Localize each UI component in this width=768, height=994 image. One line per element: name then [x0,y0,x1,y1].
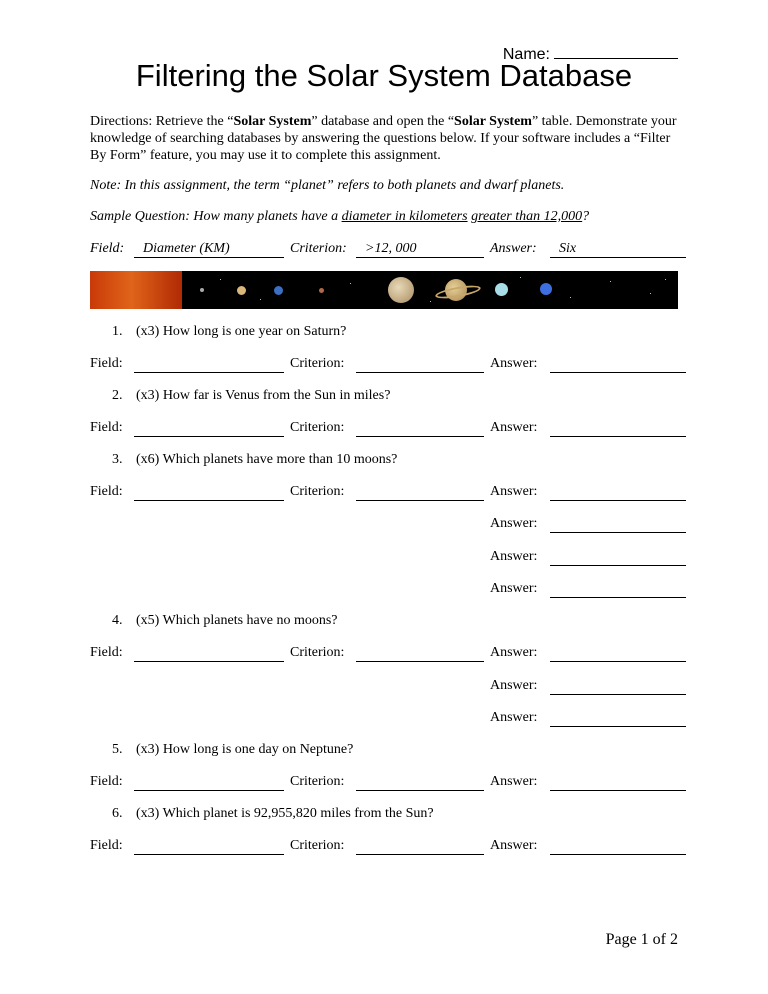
question-text: (x5) Which planets have no moons? [136,613,338,628]
question-1 [112,324,346,340]
answer-label: Answer: [490,710,538,725]
sample-suffix: ? [582,209,590,224]
answer-label: Answer: [490,549,538,564]
mercury-icon [200,288,204,292]
question-text: (x3) How long is one day on Neptune? [136,742,354,757]
name-blank-line[interactable] [554,44,678,59]
answer-label: Answer: [490,678,538,693]
field-label: Field: [90,420,123,435]
answer-input-line[interactable] [550,549,686,566]
criterion-label: Criterion: [290,356,345,371]
extra-answer-row [90,581,686,601]
field-label: Field: [90,356,123,371]
answer-row-q3 [90,484,686,504]
field-input-line[interactable] [134,484,284,501]
criterion-label: Criterion: [290,420,345,435]
answer-row-q6 [90,838,686,858]
answer-input-line[interactable] [550,710,686,727]
answer-input-line[interactable] [550,484,686,501]
extra-answer-row [90,549,686,569]
question-text: (x6) Which planets have more than 10 moons? [136,452,398,467]
directions-suffix: ” table. Demonstrate your knowledge of searching databases by answering the questions below. If your software includes a “Filter By Form” feature, you may use it to complete this assignment. [90,114,677,163]
question-number: 6. [112,806,123,821]
criterion-input-line[interactable] [356,356,484,373]
mars-icon [319,288,324,293]
note-text: Note: In this assignment, the term “planet” refers to both planets and dwarf planets. [90,178,565,193]
criterion-input-line[interactable] [356,838,484,855]
question-number: 4. [112,613,123,628]
answer-label: Answer: [490,516,538,531]
answer-label: Answer: [490,420,538,435]
question-3 [112,452,397,468]
sample-criterion-line [356,241,484,258]
answer-row-q4 [90,645,686,665]
sample-answer-row [90,241,686,261]
criterion-input-line[interactable] [356,420,484,437]
answer-input-line[interactable] [550,420,686,437]
solar-system-banner [90,271,678,309]
question-5 [112,742,353,758]
answer-input-line[interactable] [550,838,686,855]
criterion-label: Criterion: [290,838,345,853]
question-number: 2. [112,388,123,403]
answer-input-line[interactable] [550,645,686,662]
answer-input-line[interactable] [550,774,686,791]
criterion-label: Criterion: [290,645,345,660]
question-number: 1. [112,324,123,339]
sample-underlined-greater: greater than 12,000 [471,209,583,224]
field-label: Field: [90,838,123,853]
page-title: Filtering the Solar System Database [135,58,633,93]
sample-criterion-value: >12, 000 [365,241,417,256]
answer-label: Answer: [490,774,538,789]
criterion-input-line[interactable] [356,484,484,501]
sample-field-label: Field: [90,241,125,256]
question-text: (x3) How long is one year on Saturn? [136,324,347,339]
answer-label: Answer: [490,356,538,371]
answer-label: Answer: [490,838,538,853]
answer-label: Answer: [490,645,538,660]
answer-row-q1 [90,356,686,376]
field-input-line[interactable] [134,356,284,373]
sample-answer-value: Six [559,241,577,256]
venus-icon [237,286,246,295]
field-label: Field: [90,774,123,789]
answer-input-line[interactable] [550,516,686,533]
jupiter-icon [388,277,414,303]
directions-paragraph [90,113,690,164]
answer-row-q5 [90,774,686,794]
question-number: 5. [112,742,123,757]
name-label: Name: [502,46,550,63]
field-label: Field: [90,484,123,499]
criterion-input-line[interactable] [356,645,484,662]
sample-answer-label: Answer: [490,241,537,256]
question-text: (x3) Which planet is 92,955,820 miles from the Sun? [136,806,434,821]
sample-field-line [134,241,284,258]
page-number: Page 1 of 2 [605,931,678,948]
answer-row-q2 [90,420,686,440]
field-input-line[interactable] [134,645,284,662]
field-input-line[interactable] [134,774,284,791]
extra-answer-row [90,678,686,698]
question-4 [112,613,338,629]
field-input-line[interactable] [134,838,284,855]
sample-question [90,208,690,225]
sample-underlined-diameter: diameter in kilometers [341,209,468,224]
sample-prefix: Sample Question: How many planets have a [90,209,342,224]
question-2 [112,388,390,404]
extra-answer-row [90,516,686,536]
directions-middle: ” database and open the “ [311,114,455,129]
field-input-line[interactable] [134,420,284,437]
field-label: Field: [90,645,123,660]
earth-icon [274,286,283,295]
criterion-label: Criterion: [290,774,345,789]
directions-db-name: Solar System [233,114,312,129]
question-text: (x3) How far is Venus from the Sun in miles? [136,388,391,403]
neptune-icon [540,283,552,295]
answer-input-line[interactable] [550,678,686,695]
extra-answer-row [90,710,686,730]
question-6 [112,806,434,822]
directions-prefix: Directions: Retrieve the “ [90,114,234,129]
question-number: 3. [112,452,123,467]
answer-input-line[interactable] [550,356,686,373]
sample-criterion-label: Criterion: [290,241,347,256]
directions-table-name: Solar System [454,114,532,129]
criterion-label: Criterion: [290,484,345,499]
uranus-icon [495,283,508,296]
sample-field-value: Diameter (KM) [143,241,230,256]
answer-label: Answer: [490,581,538,596]
answer-input-line[interactable] [550,581,686,598]
criterion-input-line[interactable] [356,774,484,791]
answer-label: Answer: [490,484,538,499]
sun-image [90,271,182,309]
sample-answer-line [550,241,686,258]
